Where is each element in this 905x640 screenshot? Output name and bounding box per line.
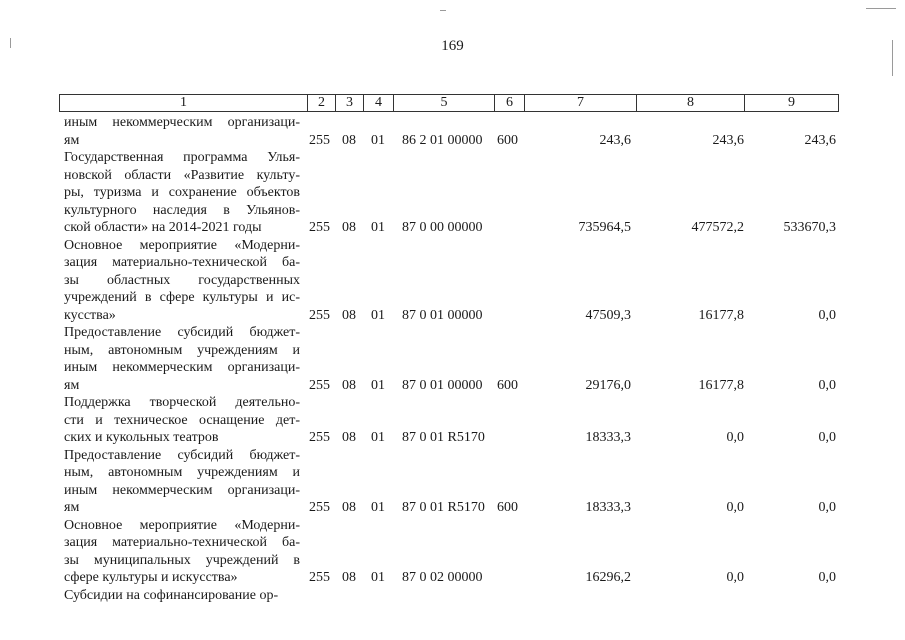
section-code: 08 xyxy=(342,500,356,515)
header-col-4: 4 xyxy=(364,95,394,111)
subsection-code: 01 xyxy=(371,430,385,445)
amount-col-8: 0,0 xyxy=(726,500,744,515)
description-line: сфере культуры и искусства» xyxy=(64,570,238,585)
row-description xyxy=(64,517,300,587)
target-article-code: 87 0 01 R5170 xyxy=(402,500,485,515)
description-line: иным некоммерческим организаци- xyxy=(64,360,300,375)
description-line: ным, автономным учреждениям и xyxy=(64,465,300,480)
description-line: Основное мероприятие «Модерни- xyxy=(64,517,300,533)
amount-col-9: 0,0 xyxy=(818,430,836,445)
amount-col-9: 0,0 xyxy=(818,500,836,515)
target-article-code: 87 0 01 R5170 xyxy=(402,430,485,445)
description-line: иным некоммерческим организаци- xyxy=(64,115,300,130)
description-line: сти и техническое оснащение дет- xyxy=(64,412,300,428)
subsection-code: 01 xyxy=(371,132,385,148)
header-col-3: 3 xyxy=(336,95,364,111)
description-line: Предоставление субсидий бюджет- xyxy=(64,447,300,463)
amount-col-7: 47509,3 xyxy=(585,307,631,323)
ved-code: 255 xyxy=(309,430,330,445)
description-line: Предоставление субсидий бюджет- xyxy=(64,325,300,340)
ved-code: 255 xyxy=(309,220,330,235)
amount-col-9: 533670,3 xyxy=(783,220,836,235)
row-description xyxy=(64,447,300,517)
description-line: ным, автономным учреждениям и xyxy=(64,342,300,358)
section-code: 08 xyxy=(342,132,356,148)
description-line: ям xyxy=(64,132,80,148)
amount-col-7: 243,6 xyxy=(599,132,631,148)
description-line: зы областных государственных xyxy=(64,272,300,288)
ved-code: 255 xyxy=(309,500,330,515)
target-article-code: 87 0 02 00000 xyxy=(402,570,483,585)
description-line: культурного наследия в Ульянов- xyxy=(64,202,300,218)
header-col-6: 6 xyxy=(495,95,525,111)
row-description xyxy=(64,324,300,394)
description-line: Поддержка творческой деятельно- xyxy=(64,395,300,410)
row-description xyxy=(64,149,300,237)
description-line: зация материально-технической ба- xyxy=(64,255,300,270)
description-line: Субсидии на софинансирование ор- xyxy=(64,587,279,603)
target-article-code: 87 0 00 00000 xyxy=(402,220,483,235)
amount-col-8: 16177,8 xyxy=(698,377,744,393)
description-line: новской области «Развитие культу- xyxy=(64,167,300,183)
target-article-code: 87 0 01 00000 xyxy=(402,307,483,323)
section-code: 08 xyxy=(342,570,356,585)
amount-col-9: 243,6 xyxy=(804,132,836,148)
row-description xyxy=(64,237,300,325)
amount-col-8: 0,0 xyxy=(726,570,744,585)
row-description xyxy=(64,114,300,149)
description-line: кусства» xyxy=(64,307,116,323)
description-line: Основное мероприятие «Модерни- xyxy=(64,237,300,253)
subsection-code: 01 xyxy=(371,220,385,235)
amount-col-8: 0,0 xyxy=(726,430,744,445)
description-line: ям xyxy=(64,377,80,393)
description-line: иным некоммерческим организаци- xyxy=(64,482,300,498)
subsection-code: 01 xyxy=(371,307,385,323)
description-line: зация материально-технической ба- xyxy=(64,535,300,550)
description-line: ской области» на 2014-2021 годы xyxy=(64,220,262,235)
amount-col-7: 18333,3 xyxy=(585,430,631,445)
expense-type-code: 600 xyxy=(497,500,518,515)
amount-col-7: 29176,0 xyxy=(585,377,631,393)
description-line: ям xyxy=(64,500,80,515)
description-line: учреждений в сфере культуры и ис- xyxy=(64,290,300,305)
section-code: 08 xyxy=(342,220,356,235)
row-description xyxy=(64,394,300,447)
expense-type-code: 600 xyxy=(497,132,518,148)
amount-col-7: 18333,3 xyxy=(585,500,631,515)
subsection-code: 01 xyxy=(371,500,385,515)
scan-artifact xyxy=(440,10,446,11)
amount-col-8: 243,6 xyxy=(712,132,744,148)
scan-artifact xyxy=(866,8,896,9)
header-col-1: 1 xyxy=(60,95,308,111)
table-header xyxy=(59,94,839,112)
subsection-code: 01 xyxy=(371,570,385,585)
target-article-code: 86 2 01 00000 xyxy=(402,132,483,148)
ved-code: 255 xyxy=(309,132,330,148)
header-col-2: 2 xyxy=(308,95,336,111)
amount-col-8: 16177,8 xyxy=(698,307,744,323)
target-article-code: 87 0 01 00000 xyxy=(402,377,483,393)
description-line: ских и кукольных театров xyxy=(64,430,219,445)
section-code: 08 xyxy=(342,307,356,323)
description-line: Государственная программа Улья- xyxy=(64,150,300,165)
expense-type-code: 600 xyxy=(497,377,518,393)
ved-code: 255 xyxy=(309,377,330,393)
description-line: зы муниципальных учреждений в xyxy=(64,552,300,568)
section-code: 08 xyxy=(342,377,356,393)
header-col-5: 5 xyxy=(394,95,495,111)
amount-col-8: 477572,2 xyxy=(691,220,744,235)
amount-col-7: 16296,2 xyxy=(585,570,631,585)
subsection-code: 01 xyxy=(371,377,385,393)
header-col-7: 7 xyxy=(525,95,637,111)
description-line: ры, туризма и сохранение объектов xyxy=(64,185,300,200)
amount-col-9: 0,0 xyxy=(818,377,836,393)
ved-code: 255 xyxy=(309,307,330,323)
section-code: 08 xyxy=(342,430,356,445)
page-number: 169 xyxy=(441,38,464,54)
header-col-8: 8 xyxy=(637,95,745,111)
row-description xyxy=(64,587,300,605)
ved-code: 255 xyxy=(309,570,330,585)
amount-col-9: 0,0 xyxy=(818,570,836,585)
amount-col-7: 735964,5 xyxy=(578,220,631,235)
header-col-9: 9 xyxy=(788,95,795,110)
amount-col-9: 0,0 xyxy=(818,307,836,323)
